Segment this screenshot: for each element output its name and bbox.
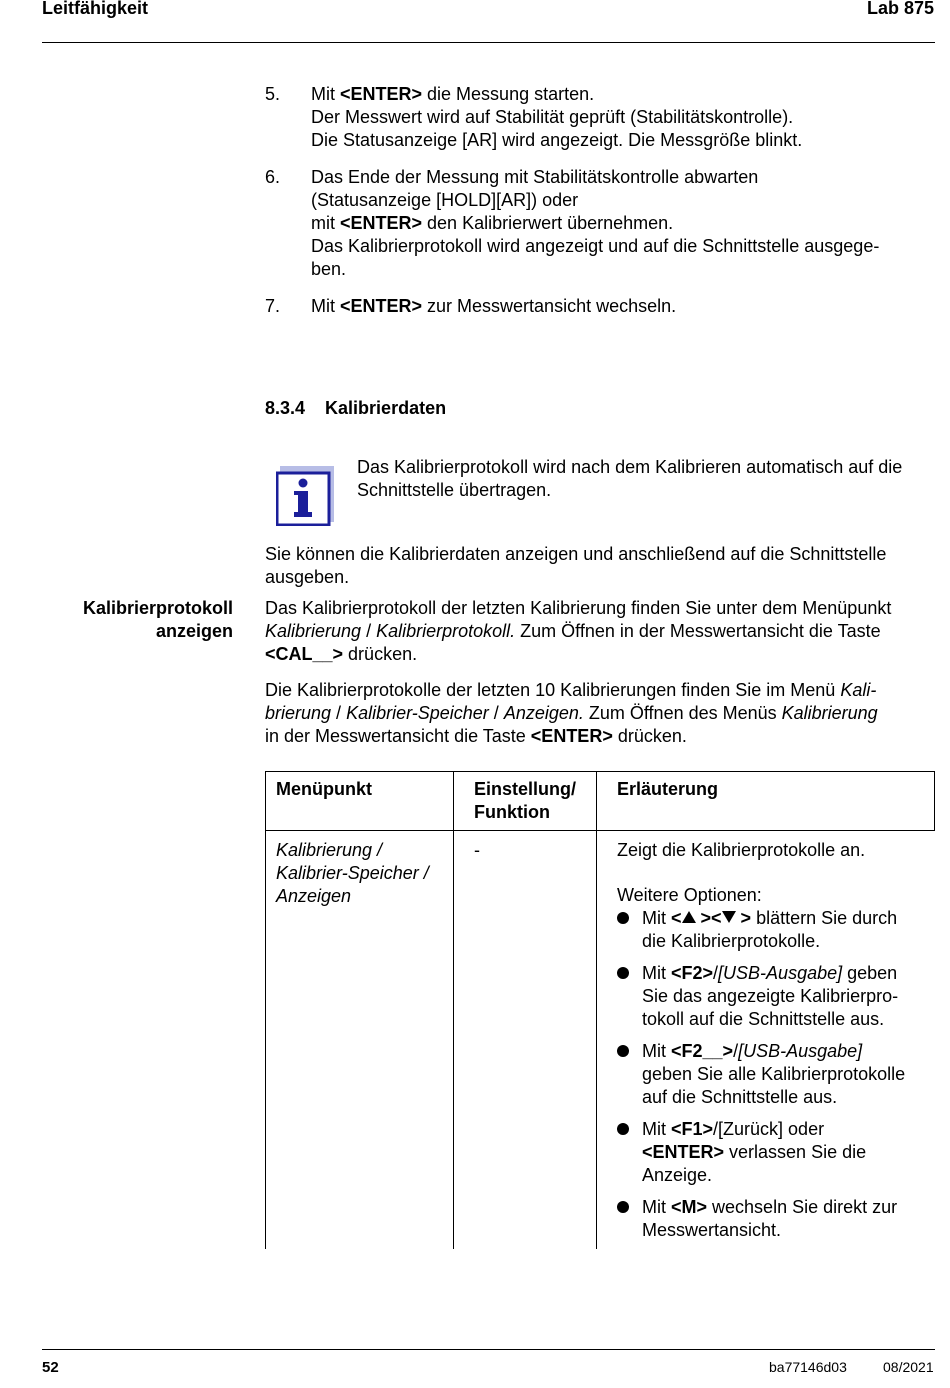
section-title: Kalibrierdaten [325,398,447,418]
running-header-left: Leitfähigkeit [42,0,149,18]
table-cell-desc: Zeigt die Kalibrierprotokolle an. [617,840,866,860]
step-text: Mit <ENTER> die Messung starten. Der Messwert wird auf Stabilität geprüft (Stabilitätskontrolle). Die Statusanzeige [AR] wird angezeigt. Die Messgröße blinkt. [311,84,803,150]
step-text: Das Ende der Messung mit Stabilitätskontrolle abwarten (Statusanzeige [HOLD][AR]) oder mit <ENTER> den Kalibrierwert übernehmen. Das Kalibrierprotokoll wird angezeigt und auf die Schnittstelle ausgege- ben. [311,167,880,279]
bullet-icon [617,1201,629,1213]
table-header-menu: Menüpunkt [276,779,372,799]
option-usb-output-current: Mit <F2>/[USB-Ausgabe] geben Sie das angezeigte Kalibrierpro- tokoll auf die Schnittstelle aus. [642,963,899,1029]
margin-label: Kalibrierprotokoll anzeigen [82,598,233,641]
table-top-rule [265,771,935,772]
page-number: 52 [42,1359,59,1376]
table-header-rule [265,830,935,831]
calibration-protocol-paragraph: Das Kalibrierprotokoll der letzten Kalibrierung finden Sie unter dem Menüpunkt Kalibrierung / Kalibrierprotokoll. Zum Öffnen in der Messwertansicht die Taste <CAL__> drücken. [265,598,892,664]
table-col-line [596,771,597,1249]
header-rule [42,42,935,43]
table-cell-options-label: Weitere Optionen: [617,885,762,905]
calibration-memory-paragraph: Die Kalibrierprotokolle der letzten 10 Kalibrierungen finden Sie im Menü Kali- brierung / Kalibrier-Speicher / Anzeigen. Zum Öffnen des Menüs Kalibrierung in der Messwertansicht die Taste <ENTER> drücken. [265,680,878,746]
intro-paragraph: Sie können die Kalibrierdaten anzeigen und anschließend auf die Schnittstelle ausgeben. [265,544,887,587]
arrow-down-icon [722,911,736,923]
table-cell-menu: Kalibrierung / Kalibrier-Speicher / Anzeigen [276,840,429,906]
bullet-icon [617,967,629,979]
section-heading [265,398,446,419]
table-header-setting: Einstellung/ Funktion [474,779,577,822]
option-usb-output-all: Mit <F2__>/[USB-Ausgabe] geben Sie alle Kalibrierprotokolle auf die Schnittstelle aus. [642,1041,906,1107]
document-number: ba77146d03 [769,1359,847,1375]
section-number: 8.3.4 [265,398,306,418]
step-number: 5. [265,84,281,104]
table-col-line [453,771,454,1249]
step-text: Mit <ENTER> zur Messwertansicht wechseln. [311,296,677,316]
option-exit: Mit <F1>/[Zurück] oder <ENTER> verlassen Sie die Anzeige. [642,1119,867,1185]
step-number: 6. [265,167,281,187]
table-col-line [265,771,266,1249]
footer-rule [42,1349,935,1350]
bullet-icon [617,1123,629,1135]
table-header-explanation: Erläuterung [617,779,719,799]
info-note: Das Kalibrierprotokoll wird nach dem Kalibrieren automatisch auf die Schnittstelle übertragen. [357,457,903,500]
info-icon [276,466,334,526]
bullet-icon [617,912,629,924]
step-number: 7. [265,296,281,316]
option-browse: Mit < >< > blättern Sie durch die Kalibrierprotokolle. [642,908,898,951]
table-col-line [934,771,935,831]
table-cell-setting: - [474,840,480,860]
running-header-right: Lab 875 [866,0,934,18]
document-date: 08/2021 [883,1359,934,1375]
arrow-up-icon [682,911,696,923]
option-measured-value-view: Mit <M> wechseln Sie direkt zur Messwertansicht. [642,1197,898,1240]
bullet-icon [617,1045,629,1057]
